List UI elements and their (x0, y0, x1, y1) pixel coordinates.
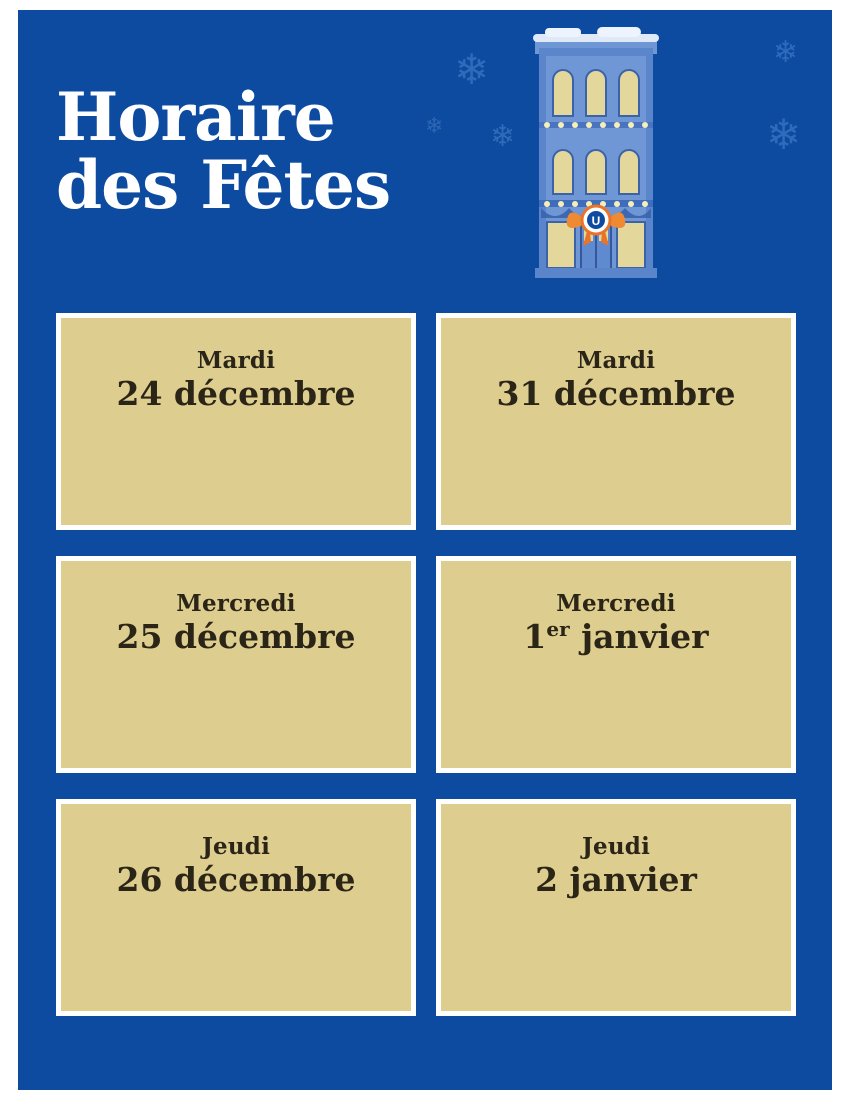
schedule-card (436, 556, 796, 773)
snowflake-icon: ❄ (425, 113, 444, 138)
card-weekday: Jeudi (201, 833, 271, 860)
card-weekday: Mercredi (176, 590, 296, 617)
card-date (441, 617, 791, 657)
card-date-ordinal-suffix: er (546, 617, 570, 642)
card-weekday: Jeudi (581, 833, 651, 860)
card-weekday: Mardi (576, 347, 656, 374)
schedule-card (56, 799, 416, 1016)
card-weekday: Mardi (196, 347, 276, 374)
logo-letter: U (591, 214, 601, 228)
schedule-card (436, 799, 796, 1016)
title-line-1: Horaire (56, 78, 335, 157)
schedule-grid (56, 313, 796, 1016)
snowflake-icon: ❄ (766, 113, 802, 159)
snowflake-icon: ❄ (490, 120, 516, 153)
card-date: 24 décembre (116, 374, 356, 414)
card-date-prefix: 1 (523, 617, 547, 657)
card-date-month: janvier (569, 617, 709, 657)
poster-background (18, 10, 832, 1090)
storefront-illustration (531, 22, 661, 297)
card-date: 2 janvier (535, 860, 697, 900)
title-line-2: des Fêtes (56, 146, 391, 225)
snowflake-icon: ❄ (773, 36, 799, 69)
card-date: 31 décembre (496, 374, 736, 414)
schedule-card (436, 313, 796, 530)
snowflake-icon: ❄ (454, 48, 490, 94)
card-weekday: Mercredi (556, 590, 676, 617)
schedule-card (56, 556, 416, 773)
schedule-card (56, 313, 416, 530)
card-date: 25 décembre (116, 617, 356, 657)
card-date: 26 décembre (116, 860, 356, 900)
poster-header (18, 10, 832, 300)
page-title (56, 78, 486, 225)
